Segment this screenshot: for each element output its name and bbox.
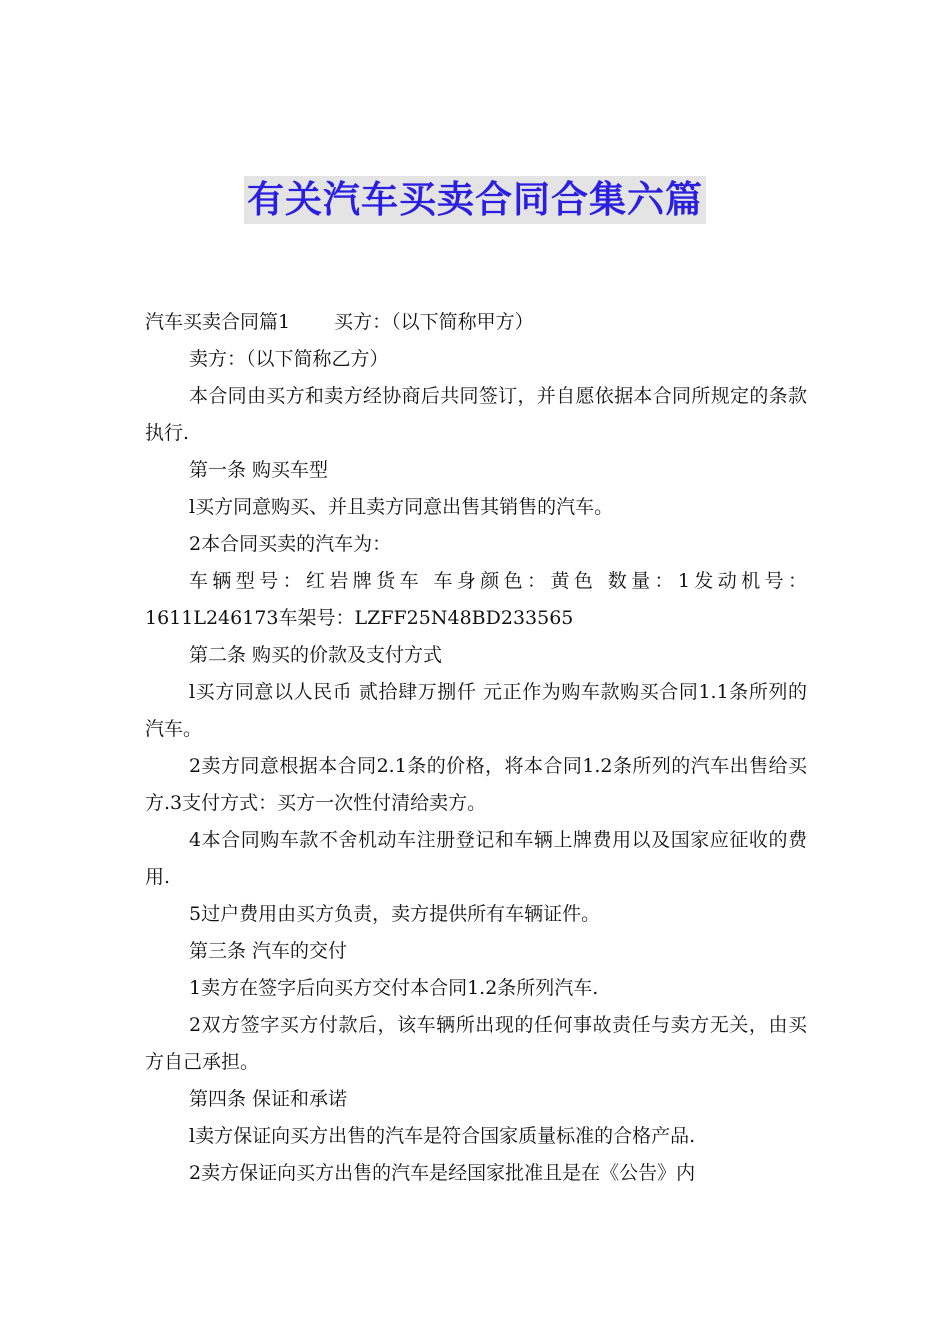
paragraph: 5过户费用由买方负责，卖方提供所有车辆证件。 [189,903,601,925]
paragraph: 车辆型号：红岩牌货车 车身颜色：黄色 数量：1发动机号：1611L246173车架号：LZFF25N48BD233565 [145,570,807,629]
paragraph: 2双方签字买方付款后，该车辆所出现的任何事故责任与卖方无关，由买方自己承担。 [145,1014,807,1073]
article-heading: 第一条 购买车型 [189,459,329,481]
article-heading: 第三条 汽车的交付 [189,940,348,962]
title-area [0,176,950,224]
paragraph: 2本合同买卖的汽车为： [189,533,392,555]
paragraph: 4本合同购车款不舍机动车注册登记和车辆上牌费用以及国家应征收的费用. [145,829,807,888]
paragraph: l买方同意购买、并且卖方同意出售其销售的汽车。 [189,496,614,518]
document-body [145,304,807,1192]
paragraph: 本合同由买方和卖方经协商后共同签订，并自愿依据本合同所规定的条款执行. [145,385,807,444]
paragraph: 2卖方保证向买方出售的汽车是经国家批准且是在《公告》内 [189,1162,696,1184]
contract-heading: 汽车买卖合同篇1 [145,311,291,333]
document-title: 有关汽车买卖合同合集六篇 [244,176,706,224]
article-heading: 第二条 购买的价款及支付方式 [189,644,443,666]
paragraph: 卖方：（以下简称乙方） [189,348,389,370]
article-heading: 第四条 保证和承诺 [189,1088,348,1110]
paragraph: 2卖方同意根据本合同2.1条的价格，将本合同1.2条所列的汽车出售给买方.3支付方式：买方一次性付清给卖方。 [145,755,807,814]
paragraph-first-line [145,304,807,341]
buyer-line: 买方：（以下简称甲方） [334,311,534,333]
paragraph: l卖方保证向买方出售的汽车是符合国家质量标准的合格产品. [189,1125,696,1147]
paragraph: 1卖方在签字后向买方交付本合同1.2条所列汽车. [189,977,599,999]
paragraph: l买方同意以人民币 贰拾肆万捌仟 元正作为购车款购买合同1.1条所列的汽车。 [145,681,807,740]
